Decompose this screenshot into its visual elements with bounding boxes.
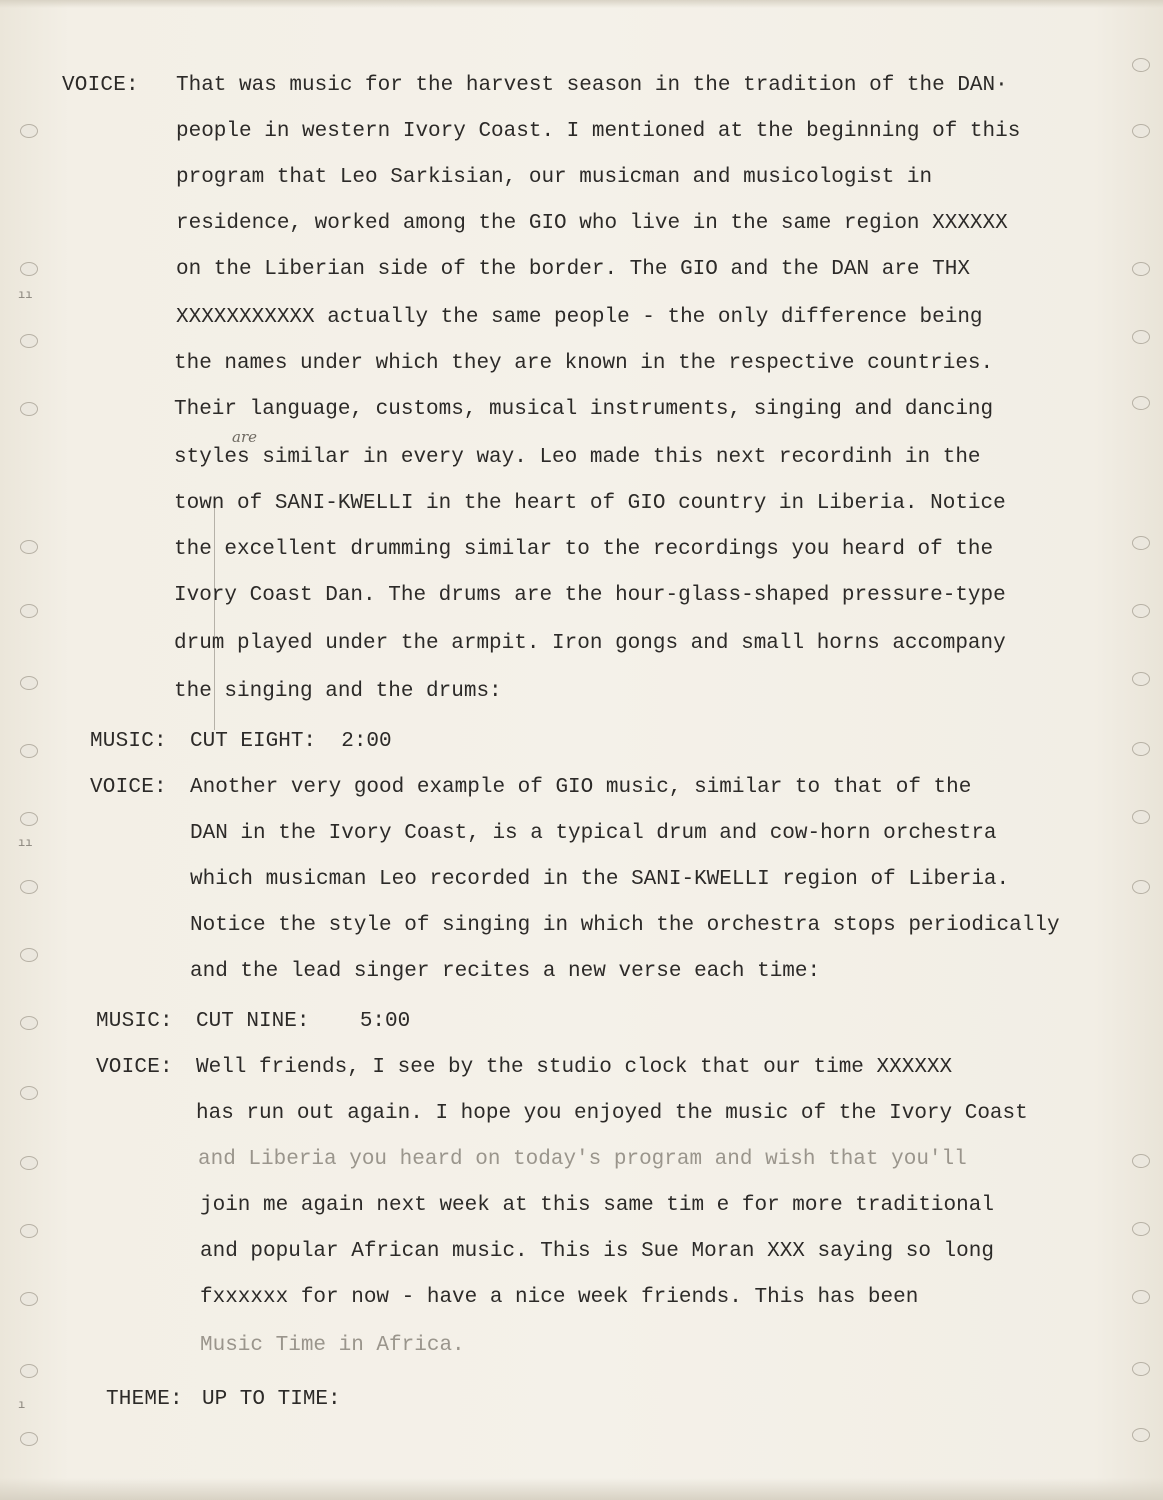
binder-hole: [1132, 536, 1150, 550]
script-line: XXXXXXXXXXX actually the same people - the only difference being: [176, 306, 983, 329]
binder-hole: [20, 540, 38, 554]
binder-hole: [1132, 124, 1150, 138]
cue-label: VOICE:: [62, 74, 139, 97]
bottom-edge: [0, 1478, 1163, 1500]
margin-mark: ıı: [18, 288, 33, 302]
cue-label: VOICE:: [96, 1056, 173, 1079]
top-edge: [0, 0, 1163, 8]
binder-hole: [1132, 1362, 1150, 1376]
cue-label: MUSIC:: [90, 730, 167, 753]
script-line: CUT NINE: 5:00: [196, 1010, 411, 1033]
margin-mark: ı: [18, 1398, 26, 1412]
binder-hole: [1132, 604, 1150, 618]
script-line: Another very good example of GIO music, similar to that of the: [190, 776, 972, 799]
script-line: people in western Ivory Coast. I mentioned at the beginning of this: [176, 120, 1021, 143]
binder-hole: [20, 1086, 38, 1100]
binder-hole: [20, 402, 38, 416]
binder-hole: [20, 744, 38, 758]
script-line: Music Time in Africa.: [200, 1334, 465, 1357]
handwritten-annotation: are: [232, 428, 257, 446]
script-line: Ivory Coast Dan. The drums are the hour-glass-shaped pressure-type: [174, 584, 1006, 607]
script-line: Well friends, I see by the studio clock that our time XXXXXX: [196, 1056, 953, 1079]
binder-hole: [20, 334, 38, 348]
script-line: has run out again. I hope you enjoyed the music of the Ivory Coast: [196, 1102, 1028, 1125]
binder-hole: [20, 1364, 38, 1378]
script-line: fxxxxxx for now - have a nice week friends. This has been: [200, 1286, 919, 1309]
script-line: the singing and the drums:: [174, 680, 502, 703]
script-line: Notice the style of singing in which the orchestra stops periodically: [190, 914, 1060, 937]
binder-hole: [1132, 810, 1150, 824]
binder-hole: [20, 948, 38, 962]
binder-hole: [1132, 396, 1150, 410]
binder-hole: [1132, 330, 1150, 344]
binder-hole: [20, 880, 38, 894]
cue-label: VOICE:: [90, 776, 167, 799]
binder-hole: [1132, 742, 1150, 756]
binder-hole: [1132, 1222, 1150, 1236]
binder-hole: [20, 676, 38, 690]
script-line: CUT EIGHT: 2:00: [190, 730, 392, 753]
script-line: on the Liberian side of the border. The GIO and the DAN are THX: [176, 258, 970, 281]
binder-hole: [1132, 1428, 1150, 1442]
script-line: residence, worked among the GIO who live in the same region XXXXXX: [176, 212, 1008, 235]
binder-hole: [20, 1432, 38, 1446]
script-line: the names under which they are known in the respective countries.: [174, 352, 994, 375]
binder-hole: [20, 262, 38, 276]
script-line: Their language, customs, musical instruments, singing and dancing: [174, 398, 994, 421]
binder-hole: [1132, 262, 1150, 276]
binder-hole: [20, 1224, 38, 1238]
script-line: which musicman Leo recorded in the SANI-KWELLI region of Liberia.: [190, 868, 1010, 891]
script-line: DAN in the Ivory Coast, is a typical drum and cow-horn orchestra: [190, 822, 997, 845]
script-line: and Liberia you heard on today's program and wish that you'll: [198, 1148, 967, 1171]
binder-hole: [1132, 672, 1150, 686]
script-line: and the lead singer recites a new verse each time:: [190, 960, 821, 983]
script-line: UP TO TIME:: [202, 1388, 341, 1411]
binder-hole: [20, 812, 38, 826]
binder-hole: [20, 1016, 38, 1030]
binder-hole: [1132, 58, 1150, 72]
margin-mark: ıı: [18, 836, 33, 850]
script-line: the excellent drumming similar to the recordings you heard of the: [174, 538, 994, 561]
cue-label: THEME:: [106, 1388, 183, 1411]
script-line: and popular African music. This is Sue Moran XXX saying so long: [200, 1240, 994, 1263]
script-line: join me again next week at this same tim e for more traditional: [200, 1194, 994, 1217]
binder-hole: [1132, 1154, 1150, 1168]
binder-hole: [20, 1292, 38, 1306]
binder-hole: [1132, 880, 1150, 894]
script-line: town of SANI-KWELLI in the heart of GIO country in Liberia. Notice: [174, 492, 1006, 515]
binder-hole: [1132, 1290, 1150, 1304]
cue-label: MUSIC:: [96, 1010, 173, 1033]
script-line: drum played under the armpit. Iron gongs and small horns accompany: [174, 632, 1006, 655]
binder-hole: [20, 124, 38, 138]
script-line: That was music for the harvest season in the tradition of the DAN·: [176, 74, 1008, 97]
binder-hole: [20, 604, 38, 618]
script-line: styles similar in every way. Leo made this next recordinh in the: [174, 446, 981, 469]
script-line: program that Leo Sarkisian, our musicman and musicologist in: [176, 166, 933, 189]
binder-hole: [20, 1156, 38, 1170]
